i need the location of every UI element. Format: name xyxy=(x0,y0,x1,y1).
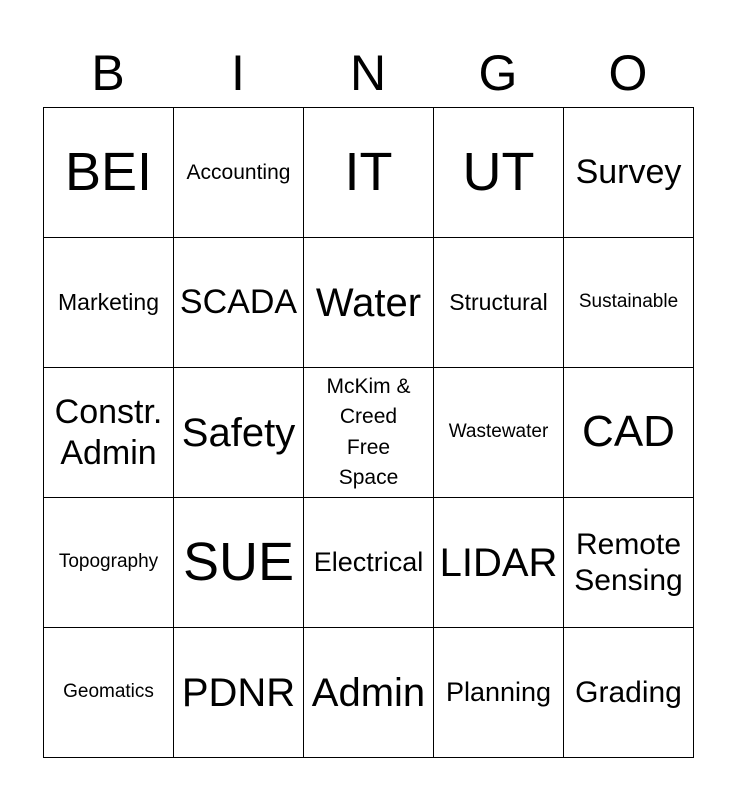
free-space-cell[interactable] xyxy=(304,368,434,498)
bingo-cell[interactable] xyxy=(434,368,564,498)
bingo-cell[interactable] xyxy=(174,628,304,758)
bingo-card-grid xyxy=(43,107,694,758)
cell-label: Safety xyxy=(181,410,296,455)
bingo-cell[interactable] xyxy=(304,238,434,368)
cell-label: Sustainable xyxy=(578,291,679,313)
board-row xyxy=(44,498,694,628)
bingo-cell[interactable] xyxy=(434,108,564,238)
bingo-header xyxy=(43,40,693,106)
bingo-cell[interactable] xyxy=(434,238,564,368)
cell-label: SCADA xyxy=(179,282,298,321)
cell-label: LIDAR xyxy=(439,540,558,585)
cell-label: BEI xyxy=(64,141,153,202)
bingo-cell[interactable] xyxy=(174,108,304,238)
bingo-cell[interactable] xyxy=(564,368,694,498)
cell-label: Remote Sensing xyxy=(574,527,683,597)
bingo-cell[interactable] xyxy=(44,108,174,238)
cell-label: Topography xyxy=(58,551,159,573)
header-letter-i: I xyxy=(231,45,245,101)
bingo-cell[interactable] xyxy=(564,238,694,368)
cell-label: Admin xyxy=(311,670,426,715)
bingo-cell[interactable] xyxy=(304,498,434,628)
bingo-cell[interactable] xyxy=(434,498,564,628)
bingo-cell[interactable] xyxy=(304,628,434,758)
cell-label: Water xyxy=(315,280,422,325)
cell-label: UT xyxy=(462,141,535,202)
cell-label: Geomatics xyxy=(63,681,154,703)
header-letter-n: N xyxy=(349,45,387,101)
header-letter-g: G xyxy=(478,45,518,101)
header-letter-b: B xyxy=(91,45,125,101)
cell-label: CAD xyxy=(582,407,675,457)
cell-label: Planning xyxy=(445,676,552,707)
board-row xyxy=(44,238,694,368)
cell-label: Constr. Admin xyxy=(54,392,163,472)
bingo-cell[interactable] xyxy=(174,368,304,498)
cell-label: Grading xyxy=(575,676,682,709)
free-space-label: McKim & Creed Free Space xyxy=(326,374,411,489)
bingo-cell[interactable] xyxy=(44,498,174,628)
board-row xyxy=(44,628,694,758)
cell-label: Accounting xyxy=(186,160,291,184)
bingo-cell[interactable] xyxy=(44,238,174,368)
board-row xyxy=(44,368,694,498)
bingo-cell[interactable] xyxy=(44,628,174,758)
cell-label: Survey xyxy=(575,152,682,191)
bingo-cell[interactable] xyxy=(564,498,694,628)
cell-label: IT xyxy=(344,141,393,202)
board-row xyxy=(44,108,694,238)
header-letter-o: O xyxy=(608,45,648,101)
bingo-cell[interactable] xyxy=(304,108,434,238)
bingo-cell[interactable] xyxy=(564,108,694,238)
bingo-cell[interactable] xyxy=(174,498,304,628)
bingo-cell[interactable] xyxy=(174,238,304,368)
cell-label: SUE xyxy=(182,531,295,592)
bingo-cell[interactable] xyxy=(564,628,694,758)
cell-label: Marketing xyxy=(58,288,159,315)
cell-label: Electrical xyxy=(313,546,424,577)
bingo-cell[interactable] xyxy=(44,368,174,498)
bingo-cell[interactable] xyxy=(434,628,564,758)
cell-label: PDNR xyxy=(181,670,296,715)
cell-label: Wastewater xyxy=(448,421,549,443)
cell-label: Structural xyxy=(449,288,548,315)
